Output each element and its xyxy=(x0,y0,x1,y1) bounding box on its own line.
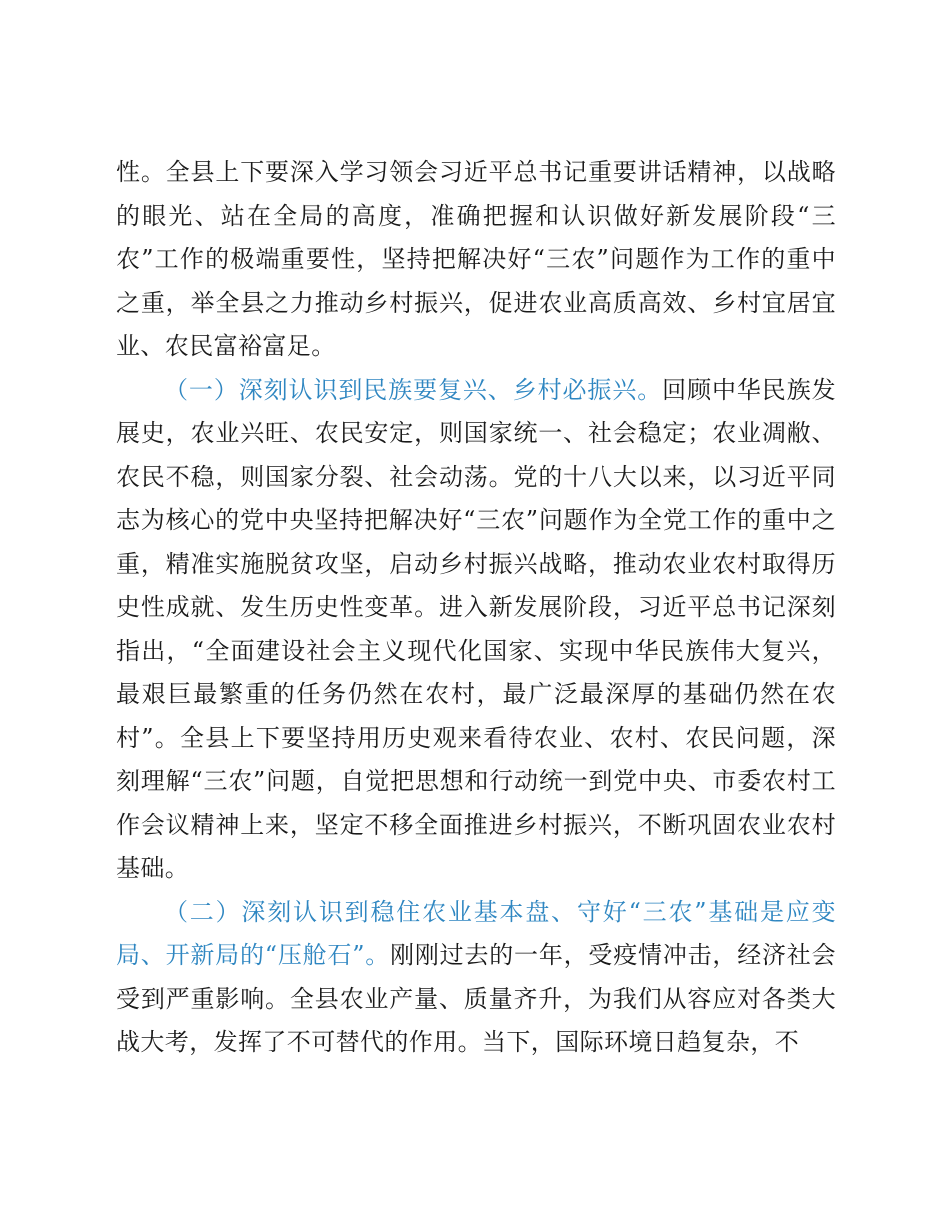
paragraph-1 xyxy=(116,151,836,369)
paragraph-3-heading: （二）深刻认识到稳住农业基本盘、守好“三农”基础是应变局、开新局的“压舱石”。 xyxy=(116,897,836,969)
paragraph-2-heading: （一）深刻认识到民族要复兴、乡村必振兴。 xyxy=(164,375,663,404)
paragraph-3 xyxy=(116,891,836,1065)
paragraph-2 xyxy=(116,369,836,891)
paragraph-2-body: 回顾中华民族发展史，农业兴旺、农民安定，则国家统一、社会稳定；农业凋敝、农民不稳，则国家分裂、社会动荡。党的十八大以来，以习近平同志为核心的党中央坚持把解决好“三农”问题作为全党工作的重中之重，精准实施脱贫攻坚，启动乡村振兴战略，推动农业农村取得历史性成就、发生历史性变革。进入新发展阶段，习近平总书记深刻指出，“全面建设社会主义现代化国家、实现中华民族伟大复兴，最艰巨最繁重的任务仍然在农村，最广泛最深厚的基础仍然在农村”。全县上下要坚持用历史观来看待农业、农村、农民问题，深刻理解“三农”问题，自觉把思想和行动统一到党中央、市委农村工作会议精神上来，坚定不移全面推进乡村振兴，不断巩固农业农村基础。 xyxy=(116,375,836,882)
document-page xyxy=(116,151,836,1065)
paragraph-1-body: 性。全县上下要深入学习领会习近平总书记重要讲话精神，以战略的眼光、站在全局的高度，准确把握和认识做好新发展阶段“三农”工作的极端重要性，坚持把解决好“三农”问题作为工作的重中之重，举全县之力推动乡村振兴，促进农业高质高效、乡村宜居宜业、农民富裕富足。 xyxy=(116,158,836,360)
paragraph-3-body: 刚刚过去的一年，受疫情冲击，经济社会受到严重影响。全县农业产量、质量齐升，为我们从容应对各类大战大考，发挥了不可替代的作用。当下，国际环境日趋复杂，不 xyxy=(116,941,836,1056)
